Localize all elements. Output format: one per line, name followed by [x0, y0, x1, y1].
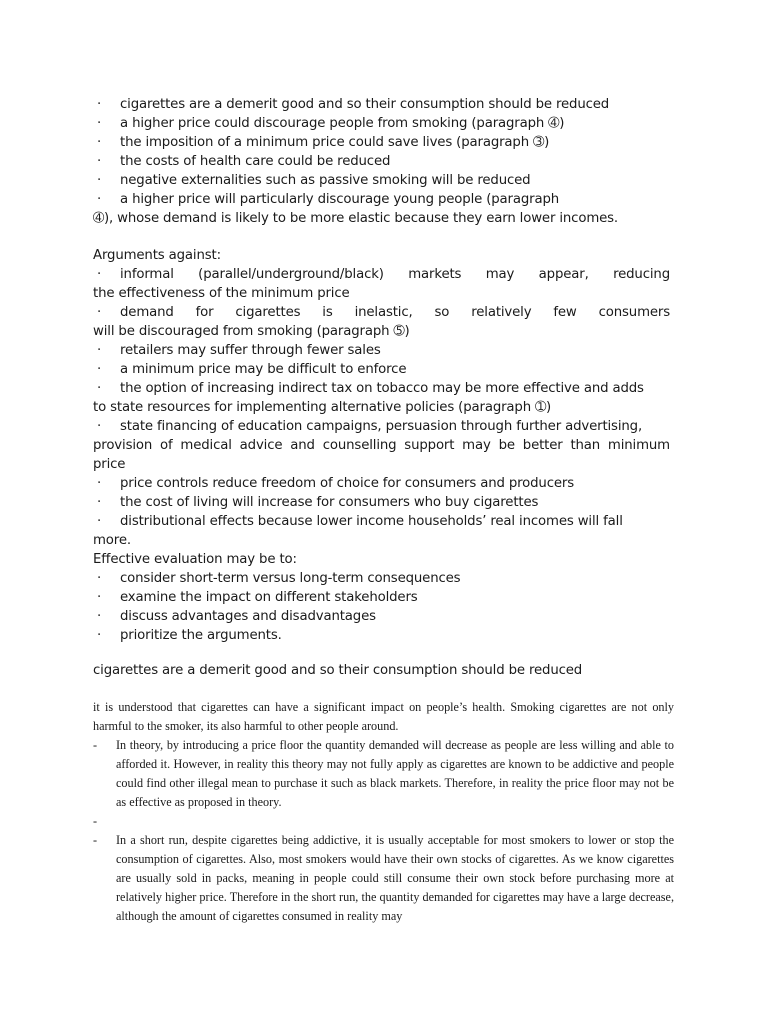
dash-marker: -: [93, 814, 98, 828]
list-item: · retailers may suffer through fewer sales: [97, 343, 381, 358]
list-item: · discuss advantages and disadvantages: [97, 609, 376, 624]
empty-essay-point: [93, 812, 674, 831]
list-item-continuation: will be discouraged from smoking (paragraph ➄): [93, 324, 410, 339]
bullet-dot: ·: [97, 267, 102, 282]
list-item-continuation: provision of medical advice and counselling support may be better than minimum: [93, 438, 670, 453]
list-item: · price controls reduce freedom of choice for consumers and producers: [97, 476, 574, 491]
list-item: · prioritize the arguments.: [97, 628, 282, 643]
list-item: · the option of increasing indirect tax on tobacco may be more effective and adds: [97, 381, 644, 396]
bullet-dot: ·: [97, 514, 102, 529]
list-item: · a minimum price may be difficult to enforce: [97, 362, 407, 377]
arguments-for-list: [93, 95, 670, 645]
bullet-dot: ·: [97, 362, 102, 377]
essay-point: - In theory, by introducing a price floor the quantity demanded will decrease as people are less willing and able to afforded it. However, in reality this theory may not fully apply as cigarettes are known to be addictive and people could find other illegal mean to purchase it such as black markets. Therefore, in reality the price floor may not be as effective as proposed in theory.: [93, 738, 674, 809]
list-item: · the cost of living will increase for consumers who buy cigarettes: [97, 495, 539, 510]
list-item-continuation: price: [93, 457, 126, 472]
bullet-dot: ·: [97, 135, 102, 150]
bullet-dot: ·: [97, 154, 102, 169]
bullet-dot: ·: [97, 609, 102, 624]
list-item: · cigarettes are a demerit good and so their consumption should be reduced: [97, 97, 610, 112]
intro-paragraph: it is understood that cigarettes can have a significant impact on people’s health. Smoking cigarettes are not only harmful to the smoker, its also harmful to other people around.: [93, 700, 674, 733]
bullet-dot: ·: [97, 97, 102, 112]
bullet-dot: ·: [97, 590, 102, 605]
bullet-dot: ·: [97, 305, 102, 320]
evaluation-heading: Effective evaluation may be to:: [93, 552, 297, 567]
bullet-dot: ·: [97, 628, 102, 643]
dash-marker: -: [93, 833, 98, 847]
list-item: · distributional effects because lower income households’ real incomes will fall: [97, 514, 623, 529]
list-item: · demand for cigarettes is inelastic, so relatively few consumers: [97, 305, 670, 320]
list-item: · a higher price will particularly discourage young people (paragraph: [97, 192, 560, 207]
list-item: · informal (parallel/underground/black) markets may appear, reducing: [97, 267, 670, 282]
list-item-continuation: the effectiveness of the minimum price: [93, 286, 350, 301]
list-item: · the costs of health care could be reduced: [97, 154, 391, 169]
list-item: · negative externalities such as passive smoking will be reduced: [97, 173, 531, 188]
list-item: · examine the impact on different stakeholders: [97, 590, 418, 605]
bullet-dot: ·: [97, 381, 102, 396]
list-item-continuation: ➃), whose demand is likely to be more elastic because they earn lower incomes.: [93, 211, 619, 226]
bullet-dot: ·: [97, 571, 102, 586]
bullet-dot: ·: [97, 343, 102, 358]
list-item-continuation: to state resources for implementing alternative policies (paragraph ➀): [93, 400, 552, 415]
essay-body: [93, 698, 674, 926]
essay-point: - In a short run, despite cigarettes being addictive, it is usually acceptable for most smokers to lower or stop the consumption of cigarettes. Also, most smokers would have their own stocks of cigarettes. As we know cigarettes are usually sold in packs, meaning in people could still consume their own stock before purchasing more at relatively higher price. Therefore in the short run, the quantity demanded for cigarettes may have a large decrease, although the amount of cigarettes consumed in reality may: [93, 833, 674, 923]
bullet-dot: ·: [97, 116, 102, 131]
list-item-continuation: more.: [93, 533, 131, 548]
bullet-dot: ·: [97, 419, 102, 434]
section-heading: cigarettes are a demerit good and so their consumption should be reduced: [93, 663, 583, 678]
bullet-dot: ·: [97, 173, 102, 188]
list-item: · the imposition of a minimum price could save lives (paragraph ➂): [97, 135, 550, 150]
bullet-dot: ·: [97, 476, 102, 491]
list-item: · state financing of education campaigns, persuasion through further advertising,: [97, 419, 643, 434]
arguments-against-heading: Arguments against:: [93, 248, 221, 263]
dash-marker: -: [93, 738, 98, 752]
bullet-dot: ·: [97, 495, 102, 510]
bullet-dot: ·: [97, 192, 102, 207]
list-item: · consider short-term versus long-term consequences: [97, 571, 461, 586]
list-item: · a higher price could discourage people from smoking (paragraph ➃): [97, 116, 565, 131]
